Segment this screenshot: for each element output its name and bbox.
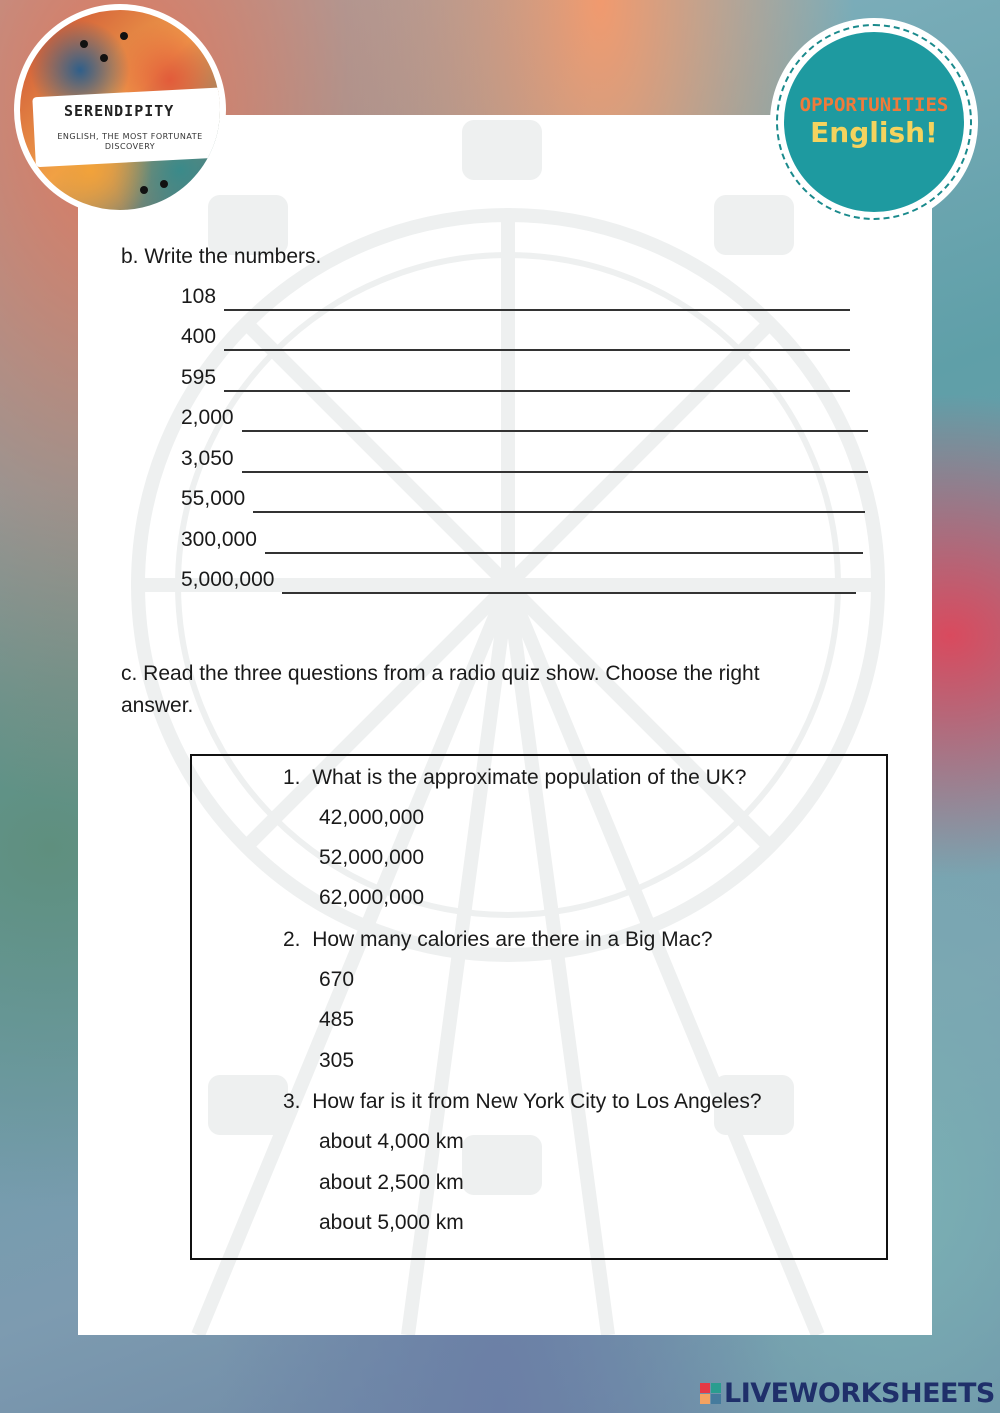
question-number: 2.	[283, 928, 301, 951]
quiz-question	[283, 1088, 762, 1116]
quiz-question	[283, 764, 746, 792]
answer-blank[interactable]	[224, 333, 850, 351]
section-c-heading: c. Read the three questions from a radio quiz show. Choose the right	[121, 662, 760, 685]
answer-option[interactable]: about 2,500 km	[319, 1171, 464, 1194]
number-row	[181, 566, 856, 594]
question-number: 3.	[283, 1090, 301, 1113]
answer-option[interactable]: 42,000,000	[319, 806, 425, 829]
answer-option[interactable]: 305	[319, 1049, 355, 1072]
number-label: 55,000	[181, 487, 246, 510]
answer-blank[interactable]	[265, 536, 863, 554]
number-row	[181, 364, 850, 392]
number-label: 3,050	[181, 447, 234, 470]
section-c-heading-continued: answer.	[121, 694, 194, 717]
number-label: 2,000	[181, 406, 234, 429]
question-text: What is the approximate population of the UK?	[312, 766, 747, 789]
answer-option[interactable]: 485	[319, 1008, 355, 1031]
answer-blank[interactable]	[253, 495, 865, 513]
quiz-question	[283, 926, 713, 954]
answer-option[interactable]: about 4,000 km	[319, 1130, 464, 1153]
number-row	[181, 404, 868, 432]
question-text: How many calories are there in a Big Mac?	[312, 928, 713, 951]
answer-blank[interactable]	[242, 414, 868, 432]
answer-blank[interactable]	[224, 374, 850, 392]
number-row	[181, 445, 868, 473]
answer-blank[interactable]	[282, 576, 856, 594]
section-b-heading: b. Write the numbers.	[121, 245, 322, 268]
liveworksheets-wordmark: LIVEWORKSHEETS	[724, 1377, 995, 1409]
number-row	[181, 485, 865, 513]
answer-option[interactable]: about 5,000 km	[319, 1211, 464, 1234]
answer-blank[interactable]	[224, 293, 850, 311]
question-number: 1.	[283, 766, 301, 789]
number-row	[181, 323, 850, 351]
answer-option[interactable]: 52,000,000	[319, 846, 425, 869]
answer-option[interactable]: 62,000,000	[319, 886, 425, 909]
serendipity-logo	[14, 4, 226, 216]
liveworksheets-logo[interactable]	[700, 1378, 995, 1408]
number-label: 400	[181, 325, 217, 348]
number-label: 300,000	[181, 528, 257, 551]
quiz-box	[190, 754, 888, 1260]
opportunities-logo-line1: OPPORTUNITIES	[799, 94, 949, 116]
number-row	[181, 526, 863, 554]
opportunities-logo-line2: English!	[810, 116, 938, 149]
serendipity-logo-tagline: ENGLISH, THE MOST FORTUNATE DISCOVERY	[57, 132, 203, 151]
number-row	[181, 283, 850, 311]
opportunities-logo	[770, 18, 978, 226]
answer-option[interactable]: 670	[319, 968, 355, 991]
serendipity-logo-title: SERENDIPITY	[64, 102, 175, 120]
question-text: How far is it from New York City to Los Angeles?	[312, 1090, 762, 1113]
number-label: 108	[181, 285, 217, 308]
number-label: 595	[181, 366, 217, 389]
number-label: 5,000,000	[181, 568, 275, 591]
answer-blank[interactable]	[242, 455, 868, 473]
liveworksheets-mark-icon	[700, 1383, 721, 1404]
